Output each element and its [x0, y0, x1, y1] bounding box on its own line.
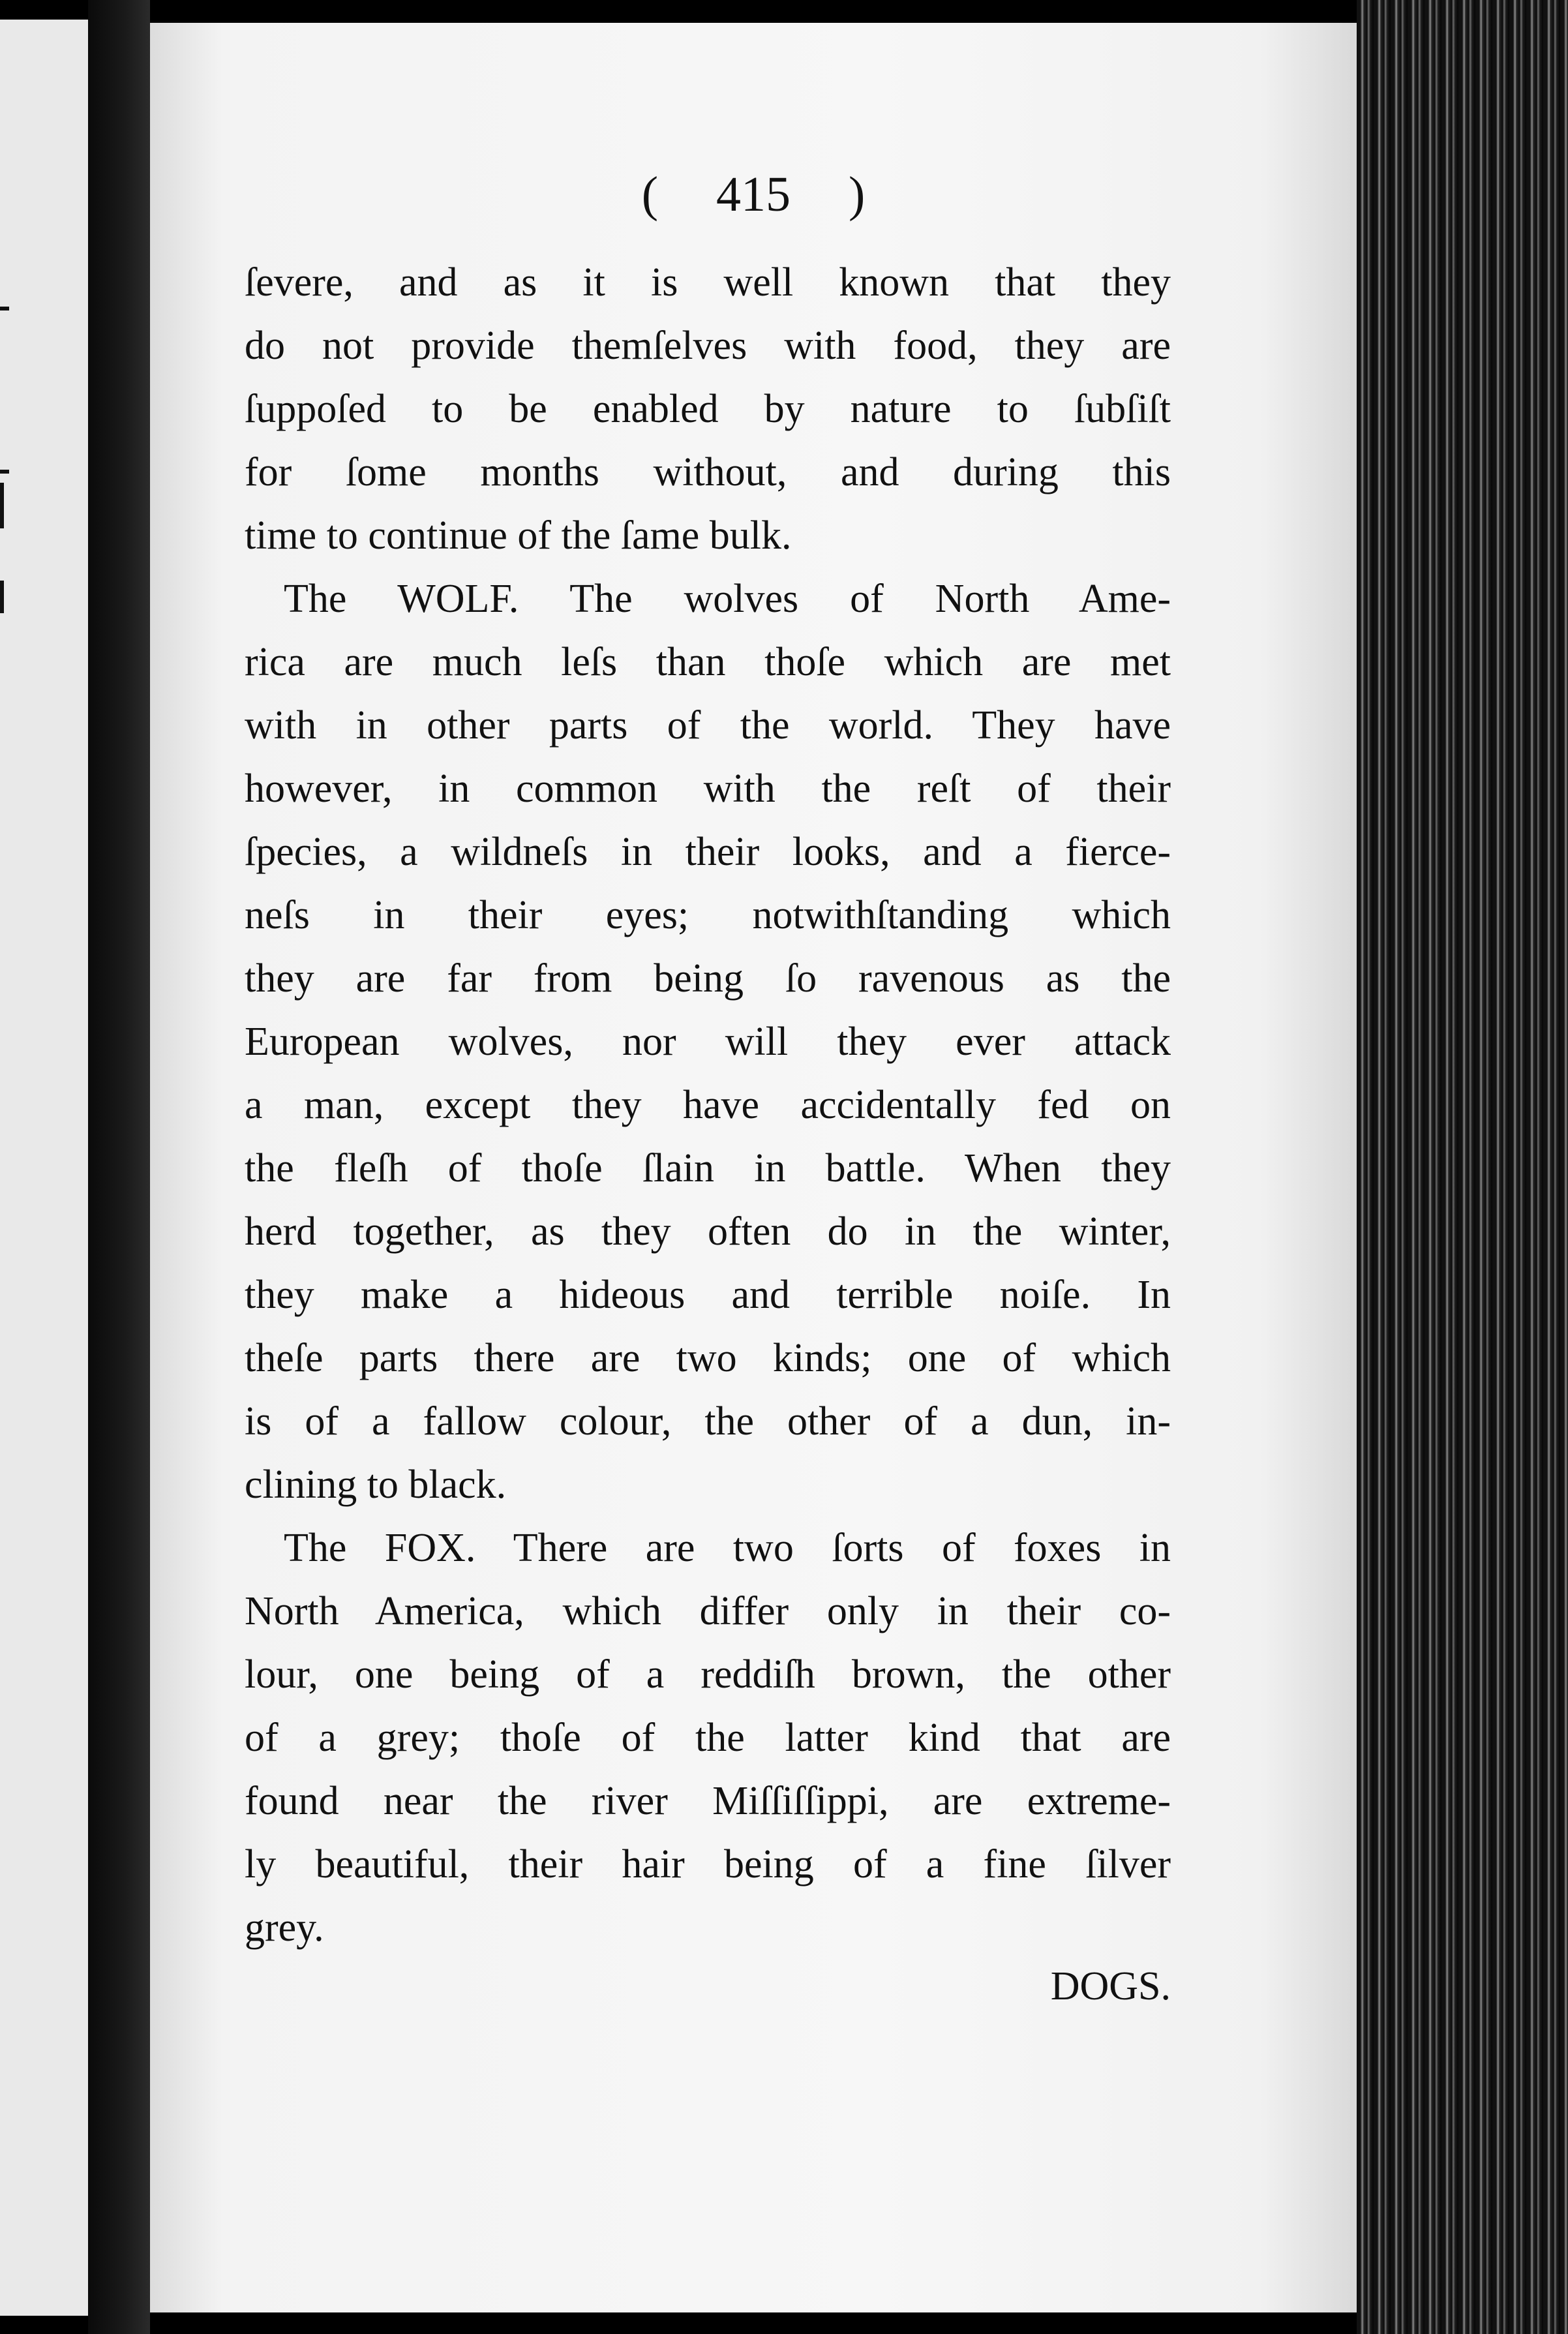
header-paren-open: (: [641, 167, 658, 222]
text-line: they are far from being ſo ravenous as the: [245, 956, 1171, 1001]
page-header: [150, 166, 1357, 223]
text-line: lour, one being of a reddiſh brown, the other: [245, 1652, 1171, 1697]
facing-page-marks: [0, 20, 88, 2316]
text-line: with in other parts of the world. They have: [245, 703, 1171, 748]
text-line: The FOX. There are two ſorts of foxes in: [284, 1526, 1171, 1570]
catchword: DOGS.: [1050, 1964, 1171, 2008]
text-line: ſevere, and as it is well known that they: [245, 260, 1171, 305]
text-line: grey.: [245, 1905, 324, 1950]
text-line: ly beautiful, their hair being of a fine ſilver: [245, 1842, 1171, 1887]
text-line: neſs in their eyes; notwithſtanding which: [245, 893, 1171, 937]
text-line: is of a fallow colour, the other of a dun, in-: [245, 1399, 1171, 1444]
text-line: herd together, as they often do in the winter,: [245, 1209, 1171, 1254]
text-line: ſuppoſed to be enabled by nature to ſubſiſt: [245, 387, 1171, 431]
text-line: of a grey; thoſe of the latter kind that are: [245, 1716, 1171, 1760]
text-line: The WOLF. The wolves of North Ame-: [284, 577, 1171, 621]
text-line: a man, except they have accidentally fed on: [245, 1083, 1171, 1127]
text-line: clining to black.: [245, 1463, 507, 1507]
text-line: time to continue of the ſame bulk.: [245, 513, 792, 558]
text-line: the fleſh of thoſe ſlain in battle. When they: [245, 1146, 1171, 1190]
text-line: for ſome months without, and during this: [245, 450, 1171, 494]
page-number: 415: [716, 167, 791, 222]
header-paren-close: ): [849, 167, 866, 222]
text-line: rica are much leſs than thoſe which are met: [245, 640, 1171, 684]
text-line: North America, which differ only in their co-: [245, 1589, 1171, 1633]
text-line: found near the river Miſſiſſippi, are extreme-: [245, 1779, 1171, 1823]
text-line: theſe parts there are two kinds; one of which: [245, 1336, 1171, 1380]
text-line: European wolves, nor will they ever attack: [245, 1020, 1171, 1064]
text-line: however, in common with the reſt of their: [245, 766, 1171, 811]
text-line: they make a hideous and terrible noiſe. In: [245, 1273, 1171, 1317]
page-block-edges: [1357, 0, 1568, 2334]
text-line: ſpecies, a wildneſs in their looks, and a fierce-: [245, 830, 1171, 874]
facing-page-edge: [0, 20, 88, 2316]
page-body-text: [245, 251, 1171, 1960]
book-gutter: [88, 0, 150, 2334]
text-line: do not provide themſelves with food, they are: [245, 324, 1171, 368]
